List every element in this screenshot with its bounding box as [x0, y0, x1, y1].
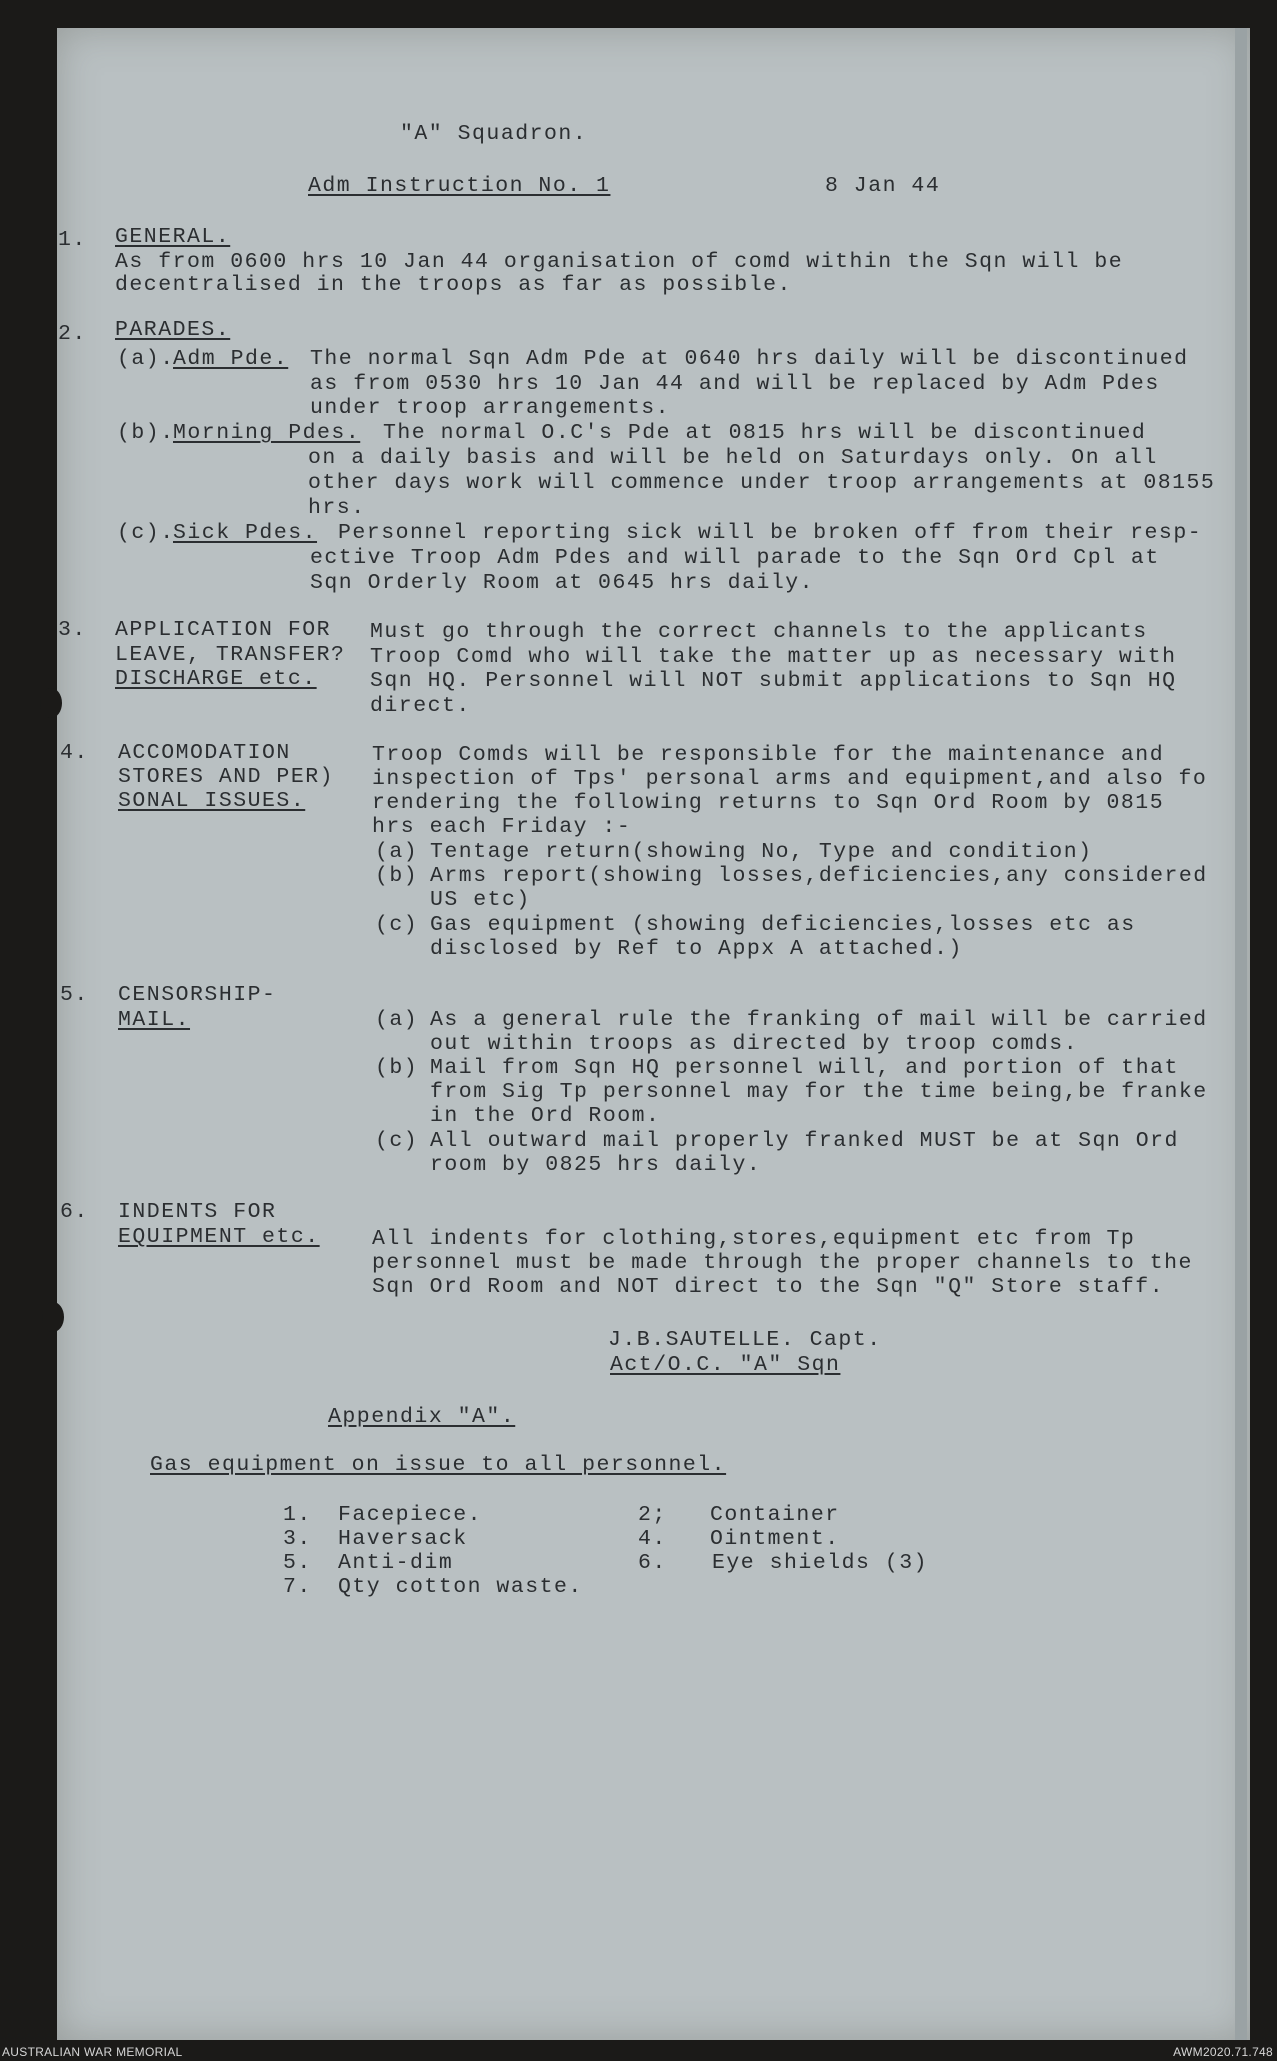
- section-4b-line: US etc): [430, 888, 531, 912]
- section-4-label: ACCOMODATION: [118, 741, 291, 765]
- section-2b-line: The normal O.C's Pde at 0815 hrs will be discontinued: [383, 421, 1147, 445]
- document-date: 8 Jan 44: [825, 174, 941, 198]
- section-5b-line: Mail from Sqn HQ personnel will, and portion of that: [430, 1056, 1179, 1080]
- section-3-number: 3.: [58, 618, 87, 642]
- appendix-item-text: Qty cotton waste.: [338, 1575, 583, 1599]
- section-2b-label: Morning Pdes.: [173, 421, 361, 445]
- section-2c-line: ective Troop Adm Pdes and will parade to the Sqn Ord Cpl at: [310, 546, 1160, 570]
- section-2c-key: (c).: [117, 521, 175, 545]
- section-3-line: Must go through the correct channels to the applicants: [370, 620, 1148, 644]
- section-6-line: personnel must be made through the proper channels to the: [372, 1251, 1193, 1275]
- section-2b-line: on a daily basis and will be held on Saturdays only. On all: [308, 446, 1158, 470]
- section-3-line: direct.: [370, 694, 471, 718]
- footer-credit: AUSTRALIAN WAR MEMORIAL: [2, 2045, 183, 2059]
- section-5b-key: (b): [375, 1056, 419, 1080]
- section-5c-line: room by 0825 hrs daily.: [430, 1153, 762, 1177]
- section-5-number: 5.: [60, 983, 89, 1007]
- section-1-line: As from 0600 hrs 10 Jan 44 organisation of comd within the Sqn will be: [115, 250, 1124, 274]
- appendix-subtitle: Gas equipment on issue to all personnel.: [150, 1453, 727, 1477]
- appendix-item-number: 1.: [283, 1503, 312, 1527]
- appendix-item-text: Haversack: [338, 1527, 468, 1551]
- appendix-item-text: Anti-dim: [338, 1551, 454, 1575]
- section-3-label: DISCHARGE etc.: [115, 667, 317, 691]
- section-4b-line: Arms report(showing losses,deficiencies,any considered: [430, 864, 1208, 888]
- section-4-label: SONAL ISSUES.: [118, 789, 306, 813]
- section-2b-key: (b).: [117, 421, 175, 445]
- section-5a-key: (a): [375, 1008, 419, 1032]
- section-5c-line: All outward mail properly franked MUST be at Sqn Ord: [430, 1129, 1179, 1153]
- paper-edge: [1235, 28, 1247, 2040]
- section-4b-key: (b): [375, 864, 419, 888]
- appendix-title: Appendix "A".: [328, 1405, 516, 1429]
- section-5-label: CENSORSHIP-: [118, 983, 277, 1007]
- appendix-item-text: Facepiece.: [338, 1503, 483, 1527]
- section-4-line: hrs each Friday :-: [372, 815, 632, 839]
- appendix-item-number: 2;: [638, 1503, 667, 1527]
- section-2-number: 2.: [58, 322, 87, 346]
- section-4c-line: disclosed by Ref to Appx A attached.): [430, 937, 963, 961]
- document-heading: "A" Squadron.: [400, 122, 588, 146]
- section-2-label: PARADES.: [115, 318, 231, 342]
- section-4a-line: Tentage return(showing No, Type and condition): [430, 840, 1093, 864]
- section-5-label: MAIL.: [118, 1008, 191, 1032]
- punch-hole-top: [40, 688, 62, 718]
- section-2c-line: Personnel reporting sick will be broken off from their resp-: [338, 521, 1203, 545]
- section-2a-line: The normal Sqn Adm Pde at 0640 hrs daily will be discontinued: [310, 347, 1189, 371]
- section-6-label: INDENTS FOR: [118, 1200, 277, 1224]
- footer-accession-number: AWM2020.71.748: [1173, 2045, 1273, 2059]
- section-4-line: inspection of Tps' personal arms and equipment,and also fo: [372, 767, 1208, 791]
- appendix-item-number: 6.: [638, 1551, 667, 1575]
- appendix-item-number: 3.: [283, 1527, 312, 1551]
- section-5b-line: from Sig Tp personnel may for the time being,be franke: [430, 1080, 1208, 1104]
- section-3-line: Sqn HQ. Personnel will NOT submit applications to Sqn HQ: [370, 669, 1177, 693]
- section-6-line: Sqn Ord Room and NOT direct to the Sqn "Q" Store staff.: [372, 1275, 1165, 1299]
- section-2a-line: under troop arrangements.: [310, 396, 671, 420]
- section-1-number: 1.: [58, 228, 87, 252]
- section-2a-label: Adm Pde.: [173, 347, 289, 371]
- signature-role: Act/O.C. "A" Sqn: [610, 1353, 841, 1377]
- section-4-number: 4.: [60, 741, 89, 765]
- section-5c-key: (c): [375, 1129, 419, 1153]
- appendix-item-text: Ointment.: [710, 1527, 840, 1551]
- section-2c-label: Sick Pdes.: [173, 521, 318, 545]
- section-3-line: Troop Comd who will take the matter up as necessary with: [370, 645, 1177, 669]
- section-2b-line: hrs.: [308, 496, 366, 520]
- punch-hole-bottom: [42, 1302, 64, 1332]
- section-2c-line: Sqn Orderly Room at 0645 hrs daily.: [310, 571, 815, 595]
- section-4-line: Troop Comds will be responsible for the maintenance and: [372, 743, 1165, 767]
- section-5b-line: in the Ord Room.: [430, 1104, 661, 1128]
- section-6-label: EQUIPMENT etc.: [118, 1225, 320, 1249]
- section-4a-key: (a): [375, 840, 419, 864]
- section-2a-key: (a).: [117, 347, 175, 371]
- section-4c-key: (c): [375, 913, 419, 937]
- section-5a-line: As a general rule the franking of mail will be carried: [430, 1008, 1208, 1032]
- appendix-item-number: 7.: [283, 1575, 312, 1599]
- section-1-label: GENERAL.: [115, 225, 231, 249]
- section-6-line: All indents for clothing,stores,equipment etc from Tp: [372, 1227, 1136, 1251]
- section-1-line: decentralised in the troops as far as possible.: [115, 273, 792, 297]
- section-4c-line: Gas equipment (showing deficiencies,losses etc as: [430, 913, 1136, 937]
- document-title: Adm Instruction No. 1: [308, 174, 611, 198]
- appendix-item-text: Container: [710, 1503, 840, 1527]
- section-3-label: LEAVE, TRANSFER?: [115, 643, 346, 667]
- section-6-number: 6.: [60, 1200, 89, 1224]
- section-4-line: rendering the following returns to Sqn Ord Room by 0815: [372, 791, 1165, 815]
- section-5a-line: out within troops as directed by troop comds.: [430, 1032, 1079, 1056]
- appendix-item-number: 4.: [638, 1527, 667, 1551]
- section-2b-line: other days work will commence under troop arrangements at 08155: [308, 471, 1216, 495]
- section-3-label: APPLICATION FOR: [115, 618, 332, 642]
- signature-name: J.B.SAUTELLE. Capt.: [608, 1328, 882, 1352]
- appendix-item-number: 5.: [283, 1551, 312, 1575]
- section-4-label: STORES AND PER): [118, 765, 335, 789]
- appendix-item-text: Eye shields (3): [712, 1551, 929, 1575]
- section-2a-line: as from 0530 hrs 10 Jan 44 and will be replaced by Adm Pdes: [310, 372, 1160, 396]
